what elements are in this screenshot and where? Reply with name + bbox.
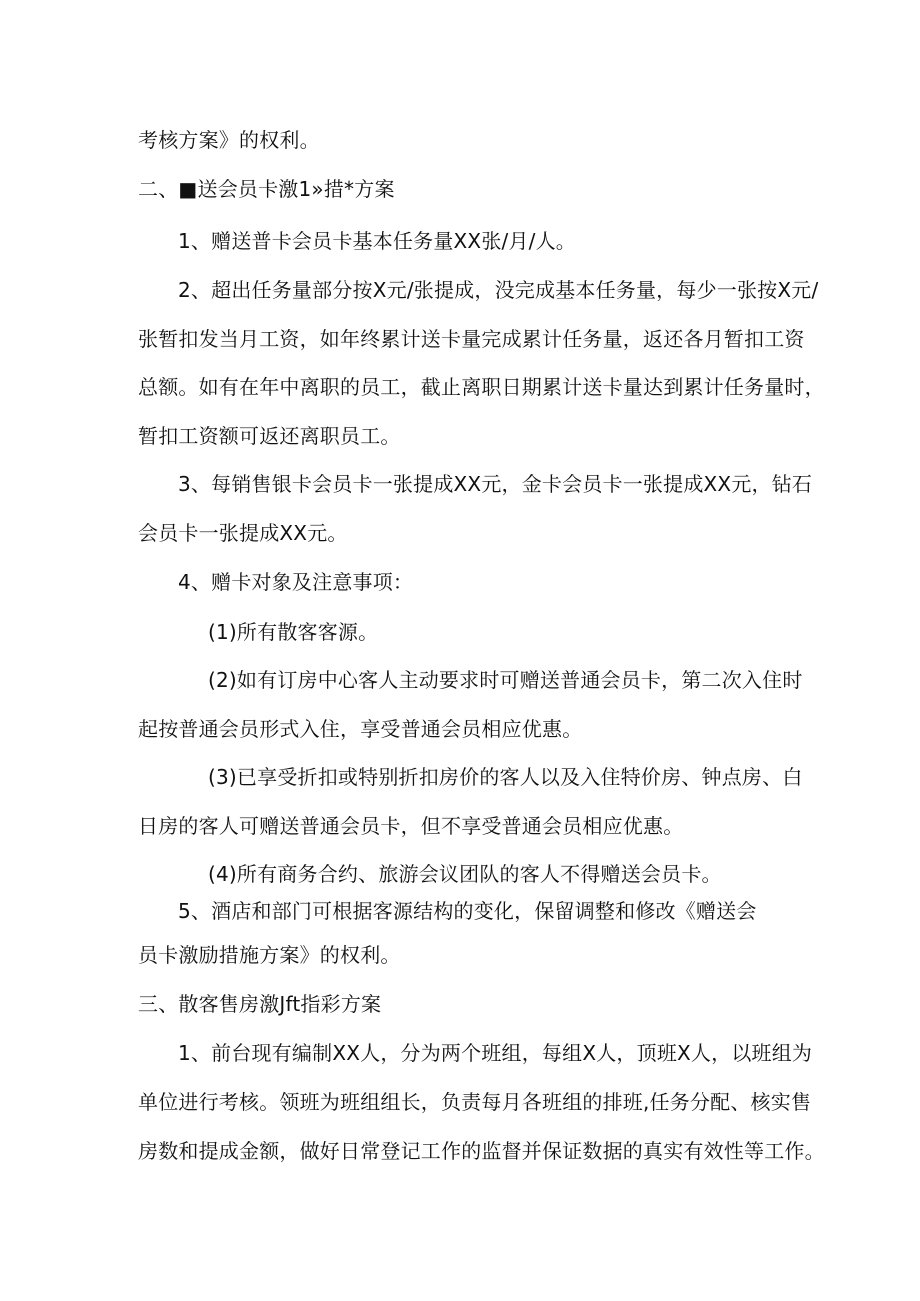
- text-line-12: (2)如有订房中心客人主动要求时可赠送普通会员卡，第二次入住时: [208, 668, 803, 692]
- text-line-3: 1、赠送普卡会员卡基本任务量XX张/月/人。: [178, 229, 577, 253]
- text-line-11: (1)所有散客客源。: [208, 620, 379, 644]
- section-heading-19: 三、散客售房激Jft指彩方案: [138, 992, 382, 1016]
- text-line-15: 日房的客人可赠送普通会员卡，但不享受普通会员相应优惠。: [138, 814, 684, 838]
- text-line-13: 起按普通会员形式入住，享受普通会员相应优惠。: [138, 717, 583, 741]
- section-heading-2: 二、■送会员卡激1»措*方案: [138, 177, 395, 201]
- text-line-10: 4、赠卡对象及注意事项：: [178, 570, 414, 594]
- text-line-4: 2、超出任务量部分按X元/张提成，没完成基本任务量，每少一张按X元/: [178, 278, 819, 302]
- text-line-6: 总额。如有在年中离职的员工，截止离职日期累计送卡量达到累计任务量时，: [138, 375, 825, 399]
- text-line-16: (4)所有商务合约、旅游会议团队的客人不得赠送会员卡。: [208, 862, 722, 886]
- text-line-8: 3、每销售银卡会员卡一张提成XX元，金卡会员卡一张提成XX元，钻石: [178, 472, 813, 496]
- text-line-14: (3)已享受折扣或特别折扣房价的客人以及入住特价房、钟点房、白: [208, 765, 803, 789]
- text-line-7: 暂扣工资额可返还离职员工。: [138, 424, 401, 448]
- text-line-20: 1、前台现有编制XX人，分为两个班组，每组X人，顶班X人，以班组为: [178, 1041, 813, 1065]
- text-line-21: 单位进行考核。领班为班组组长，负责每月各班组的排班,任务分配、核实售: [138, 1090, 812, 1114]
- text-line-5: 张暂扣发当月工资，如年终累计送卡量完成累计任务量，返还各月暂扣工资: [138, 327, 805, 351]
- text-line-22: 房数和提成金额，做好日常登记工作的监督并保证数据的真实有效性等工作。: [138, 1139, 825, 1163]
- text-line-18: 员卡激励措施方案》的权利。: [138, 943, 401, 967]
- text-line-9: 会员卡一张提成XX元。: [138, 521, 348, 545]
- text-line-17: 5、酒店和部门可根据客源结构的变化，保留调整和修改《赠送会: [178, 899, 757, 923]
- text-line-1: 考核方案》的权利。: [138, 128, 320, 152]
